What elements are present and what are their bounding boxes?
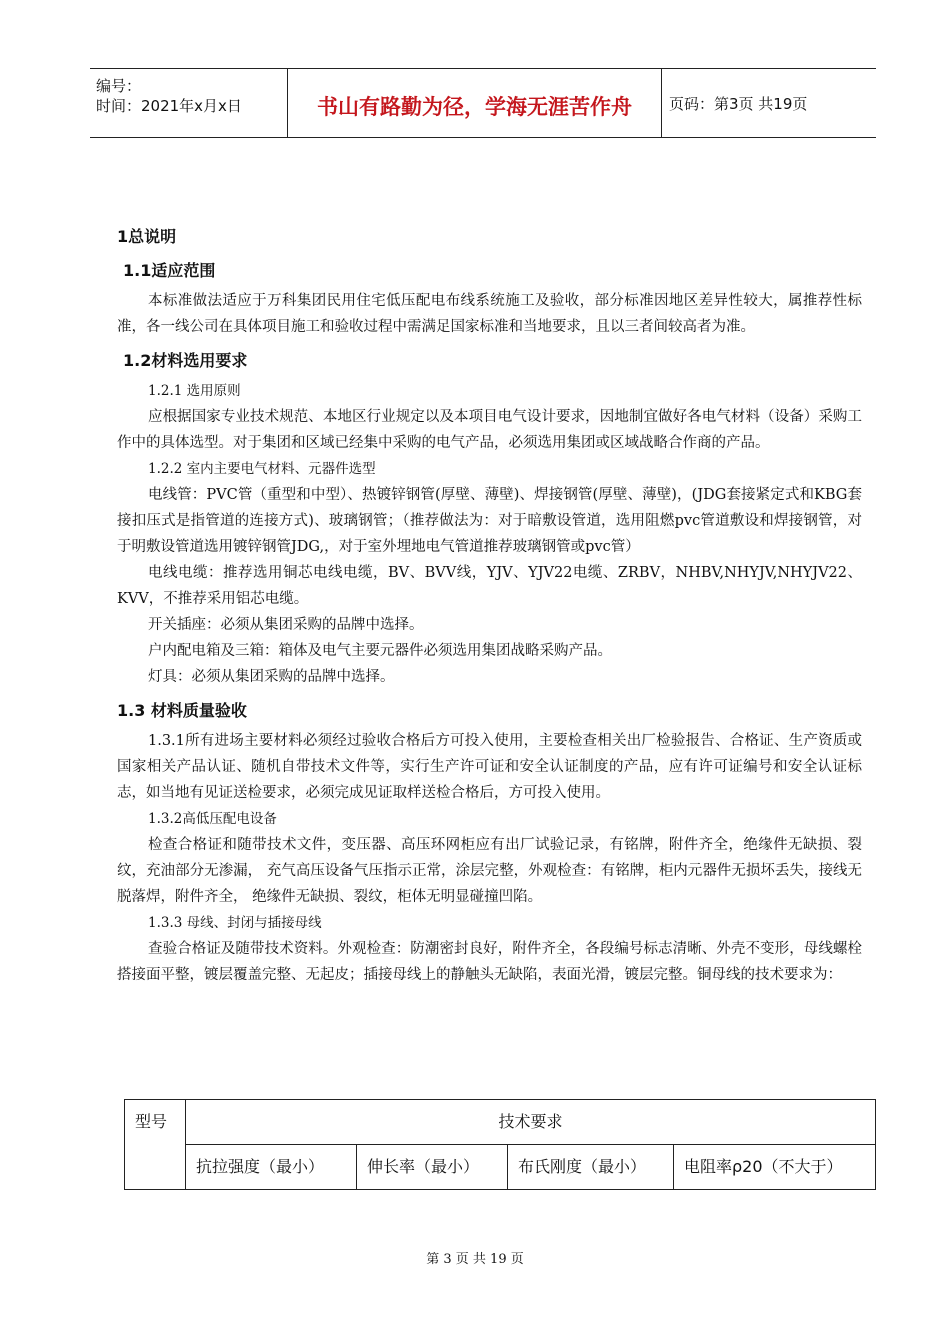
busbar-spec-table [124,1099,876,1190]
document-body [117,220,862,988]
section-heading-1-3: 1.3 材料质量验收 [117,701,247,720]
document-time-label: 时间：2021年x月x日 [96,97,242,115]
table-col-hardness: 布氏刚度（最小） [508,1145,674,1190]
table-row [125,1145,876,1190]
paragraph-1-3-1: 1.3.1所有进场主要材料必须经过验收合格后方可投入使用，主要检查相关出厂检验报告、合格证、生产资质或国家相关产品认证、随机自带技术文件等，实行生产许可证和安全认证制度的产品，应有许可证编号和安全认证标志，如当地有见证送检要求，必须完成见证取样送检合格后，方可投入使用。 [117,733,862,801]
page-header [90,68,876,138]
paragraph-1-3-3: 查验合格证及随带技术资料。外观检查：防潮密封良好，附件齐全，各段编号标志清晰、外壳不变形，母线螺栓搭接面平整，镀层覆盖完整、无起皮；插接母线上的静触头无缺陷，表面光滑，镀层完整。铜母线的技术要求为： [117,941,862,983]
header-motto-cell [287,69,662,137]
paragraph-cable: 电线电缆：推荐选用铜芯电线电缆，BV、BVV线，YJV、YJV22电缆、ZRBV，NHBV,NHYJV,NHYJV22、KVV，不推荐采用铝芯电缆。 [117,565,862,607]
paragraph-distribution-box: 户内配电箱及三箱：箱体及电气主要元器件必须选用集团战略采购产品。 [148,643,612,659]
header-meta [90,69,287,137]
paragraph-selection-principle: 应根据国家专业技术规范、本地区行业规定以及本项目电气设计要求，因地制宜做好各电气材料（设备）采购工作中的具体选型。对于集团和区域已经集中采购的电气产品，必须选用集团或区域战略合作商的产品。 [117,409,862,451]
header-page-label: 页码：第3页 共19页 [669,95,808,113]
page-footer: 第 3 页 共 19 页 [426,1252,524,1267]
subheading-1-2-1: 1.2.1 选用原则 [148,383,241,399]
subheading-1-2-2: 1.2.2 室内主要电气材料、元器件选型 [148,461,376,477]
table-col-elongation: 伸长率（最小） [357,1145,508,1190]
table-col-tensile: 抗拉强度（最小） [186,1145,357,1190]
table-col-resistivity: 电阻率ρ20（不大于） [674,1145,876,1190]
subheading-1-3-2: 1.3.2高低压配电设备 [148,811,277,827]
section-heading-1-1: 1.1适应范围 [123,261,216,280]
table-row [125,1100,876,1145]
document-number-label: 编号： [96,77,142,95]
subheading-1-3-3: 1.3.3 母线、封闭与插接母线 [148,915,322,931]
paragraph-conduit: 电线管：PVC管（重型和中型）、热镀锌钢管(厚壁、薄壁)、焊接钢管(厚壁、薄壁)，(JDG套接紧定式和KBG套接扣压式是指管道的连接方式)、玻璃钢管；（推荐做法为：对于暗敷设管道，选用阻燃pvc管道敷设和焊接钢管，对于明敷设管道选用镀锌钢管JDG,，对于室外埋地电气管道推荐玻璃钢管或pvc管） [117,487,862,555]
paragraph-lamps: 灯具：必须从集团采购的品牌中选择。 [148,669,395,685]
paragraph-switch-socket: 开关插座：必须从集团采购的品牌中选择。 [148,617,424,633]
header-motto: 书山有路勤为径，学海无涯苦作舟 [317,95,632,119]
table-header-model: 型号 [125,1100,186,1190]
table-header-tech: 技术要求 [186,1100,876,1145]
paragraph-scope: 本标准做法适应于万科集团民用住宅低压配电布线系统施工及验收，部分标准因地区差异性较大，属推荐性标准，各一线公司在具体项目施工和验收过程中需满足国家标准和当地要求，且以三者间较高者为准。 [117,293,862,335]
section-heading-1: 1总说明 [117,227,177,246]
header-page-cell [660,69,876,137]
section-heading-1-2: 1.2材料选用要求 [123,351,248,370]
paragraph-1-3-2: 检查合格证和随带技术文件，变压器、高压环网柜应有出厂试验记录，有铭牌，附件齐全，绝缘件无缺损、裂纹，充油部分无渗漏， 充气高压设备气压指示正常，涂层完整，外观检查：有铭牌，柜内元器件无损坏丢失，接线无脱落焊，附件齐全， 绝缘件无缺损、裂纹，柜体无明显碰撞凹陷。 [117,837,862,905]
